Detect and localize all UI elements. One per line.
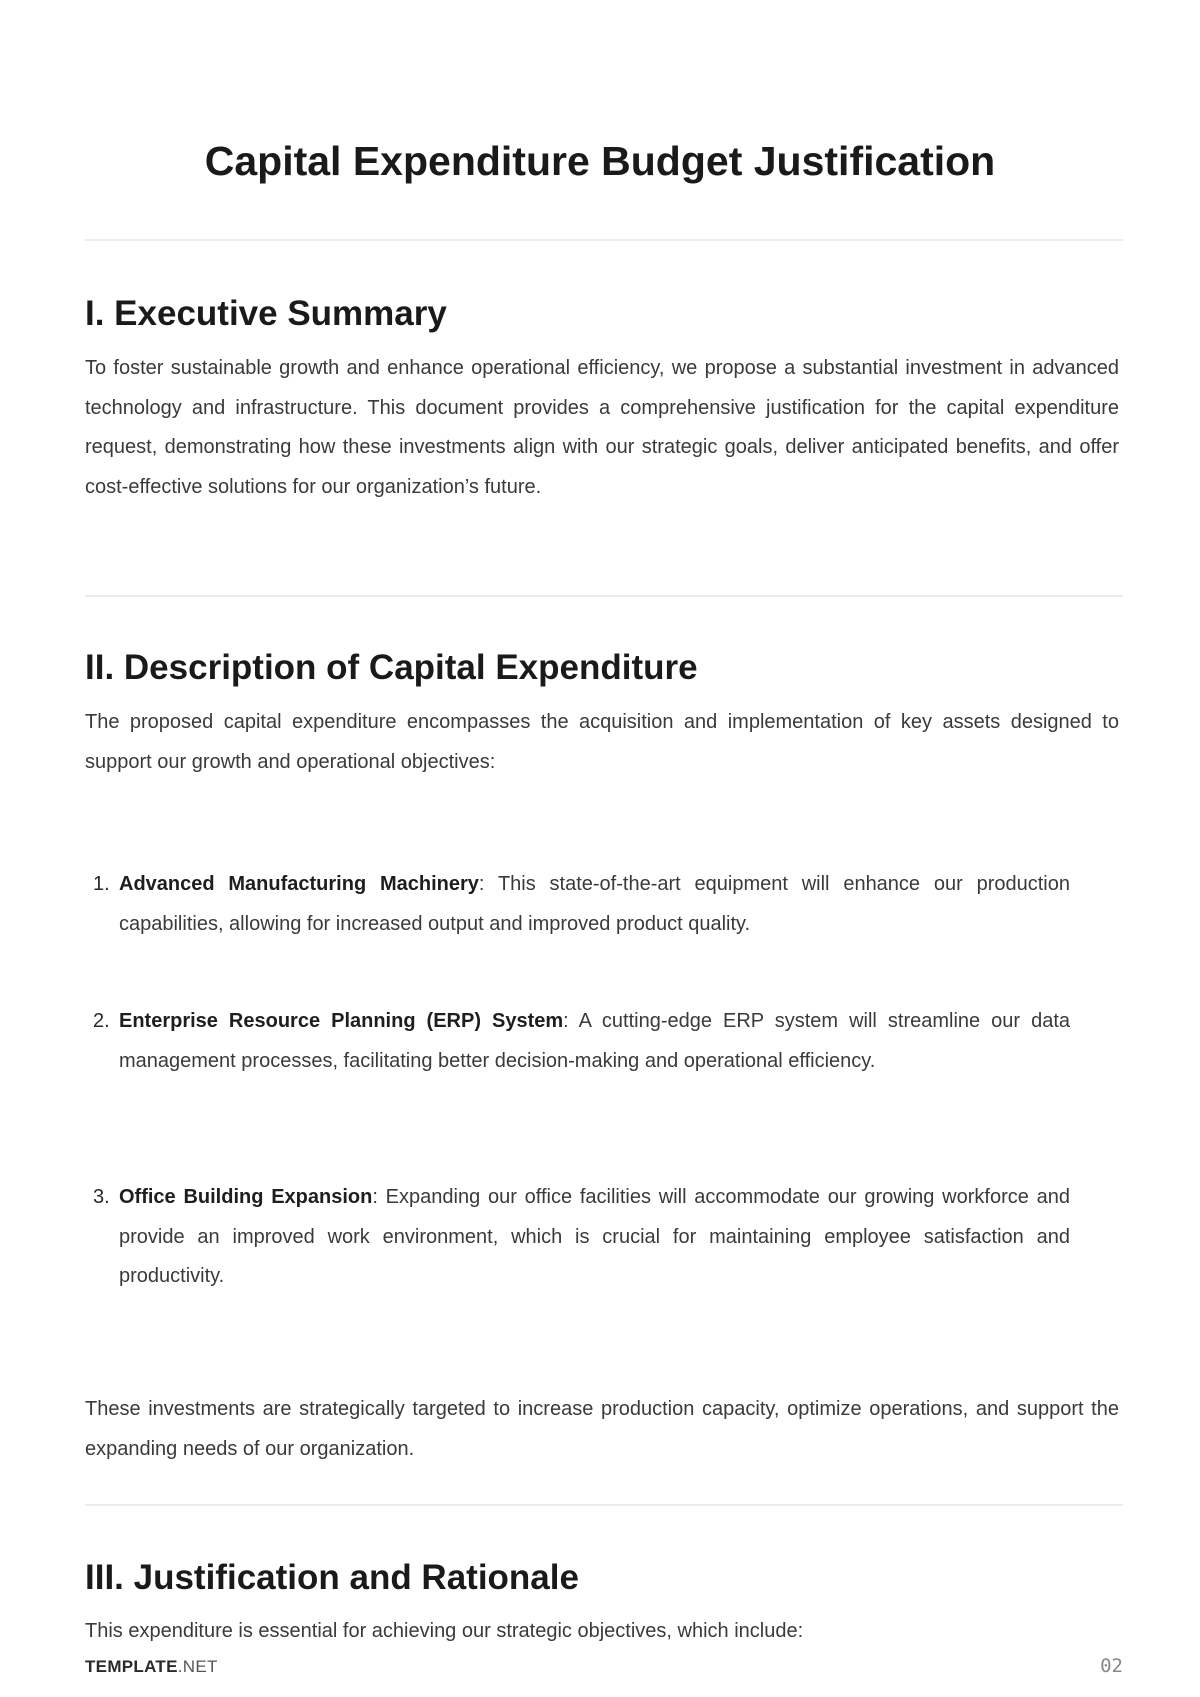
list-item bbox=[85, 865, 1070, 944]
divider bbox=[85, 595, 1123, 597]
list-item-number: 2. bbox=[93, 1010, 110, 1032]
footer-brand-name: TEMPLATE bbox=[85, 1657, 178, 1676]
footer-brand-suffix: .NET bbox=[177, 1657, 218, 1676]
divider bbox=[85, 239, 1123, 241]
list-item bbox=[85, 1178, 1070, 1297]
description-closing-paragraph: These investments are strategically targeted to increase production capacity, optimize operations, and support the expanding needs of our organization. bbox=[85, 1398, 1119, 1460]
list-item-number: 1. bbox=[93, 873, 110, 895]
list-item-text: A cutting-edge ERP system will streamline our data management processes, facilitating better decision-making and operational efficiency. bbox=[119, 1010, 1070, 1072]
list-item-text: Expanding our office facilities will accommodate our growing workforce and provide an improved work environment, which is crucial for maintaining employee satisfaction and productivity. bbox=[119, 1186, 1071, 1288]
section-heading-description: II. Description of Capital Expenditure bbox=[85, 648, 698, 687]
justification-intro-paragraph: This expenditure is essential for achieving our strategic objectives, which include: bbox=[85, 1620, 804, 1642]
footer-brand-logo bbox=[85, 1657, 218, 1677]
list-item-number: 3. bbox=[93, 1186, 110, 1208]
list-item-body bbox=[119, 865, 1070, 944]
list-item-term: Enterprise Resource Planning (ERP) System bbox=[119, 1010, 564, 1032]
list-item-separator: : bbox=[563, 1010, 569, 1032]
list-item-separator: : bbox=[478, 873, 485, 895]
section-heading-executive-summary: I. Executive Summary bbox=[85, 294, 447, 333]
section-heading-justification: III. Justification and Rationale bbox=[85, 1558, 579, 1597]
document-title: Capital Expenditure Budget Justification bbox=[204, 138, 996, 184]
list-item-separator: : bbox=[372, 1186, 378, 1208]
page-number: 02 bbox=[1100, 1655, 1123, 1677]
divider bbox=[85, 1504, 1123, 1506]
list-item-term: Advanced Manufacturing Machinery bbox=[119, 873, 479, 895]
list-item-term: Office Building Expansion bbox=[119, 1186, 373, 1208]
list-item-text: This state-of-the-art equipment will enhance our production capabilities, allowing for increased output and improved product quality. bbox=[119, 873, 1070, 935]
description-intro-paragraph: The proposed capital expenditure encompasses the acquisition and implementation of key assets designed to support our growth and operational objectives: bbox=[85, 711, 1119, 773]
executive-summary-paragraph: To foster sustainable growth and enhance operational efficiency, we propose a substantial investment in advanced technology and infrastructure. This document provides a comprehensive justification for the capital expenditure request, demonstrating how these investments align with our strategic goals, deliver anticipated benefits, and offer cost-effective solutions for our organization’s future. bbox=[85, 357, 1119, 498]
list-item-body bbox=[119, 1178, 1070, 1297]
list-item bbox=[85, 1002, 1070, 1081]
list-item-body bbox=[119, 1002, 1070, 1081]
